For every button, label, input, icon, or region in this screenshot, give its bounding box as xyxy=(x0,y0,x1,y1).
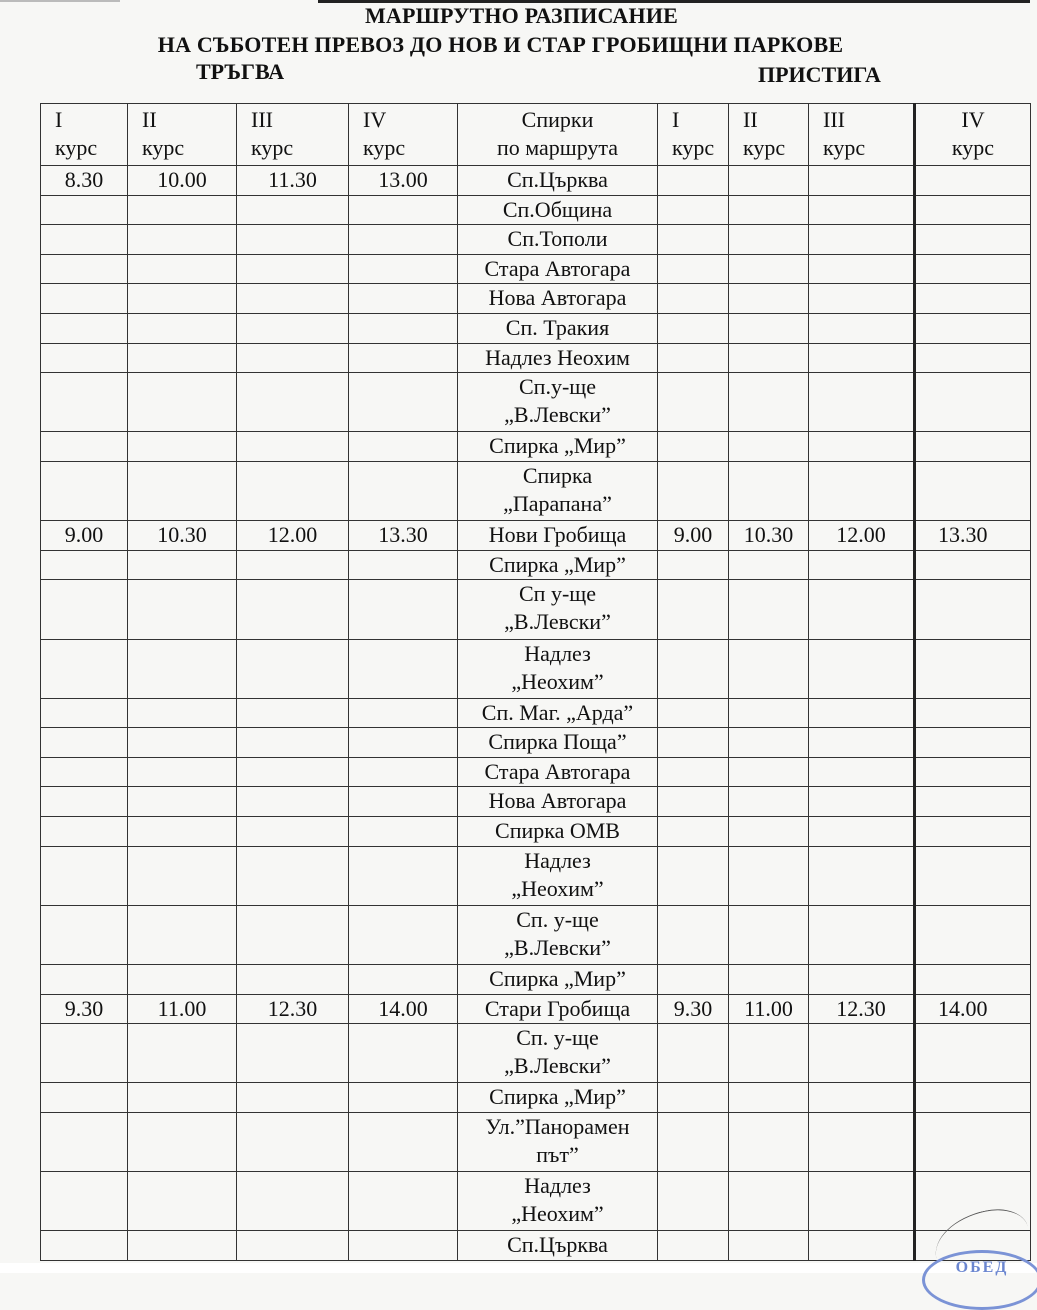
departure-time-cell xyxy=(237,580,349,639)
departure-time-cell xyxy=(237,905,349,964)
arrival-time-cell xyxy=(729,580,809,639)
stop-name-cell: Спирка „Парапана” xyxy=(458,461,658,520)
departure-time-cell: 11.30 xyxy=(237,166,349,196)
departure-time-cell xyxy=(349,757,458,787)
departure-time-cell: 9.30 xyxy=(41,994,128,1024)
arrival-time-cell xyxy=(915,757,1031,787)
departure-time-cell xyxy=(41,313,128,343)
departure-time-cell xyxy=(41,1024,128,1083)
departure-time-cell xyxy=(128,225,237,255)
schedule-table xyxy=(40,103,1031,1261)
departure-time-cell: 10.30 xyxy=(128,521,237,551)
arrival-time-cell xyxy=(729,965,809,995)
stop-name-cell: Стари Гробища xyxy=(458,994,658,1024)
departure-time-cell xyxy=(349,787,458,817)
departure-time-cell xyxy=(237,1172,349,1231)
departure-time-cell xyxy=(41,195,128,225)
table-row xyxy=(41,639,1031,698)
arrival-time-cell xyxy=(809,254,915,284)
arrival-time-cell xyxy=(729,817,809,847)
stop-name-cell: Сп. у-ще „В.Левски” xyxy=(458,1024,658,1083)
table-row xyxy=(41,965,1031,995)
departure-time-cell xyxy=(237,254,349,284)
departure-time-cell xyxy=(41,373,128,432)
table-row xyxy=(41,757,1031,787)
departure-time-cell xyxy=(128,1113,237,1172)
arrival-time-cell xyxy=(809,639,915,698)
arrival-time-cell xyxy=(658,166,729,196)
arrival-time-cell xyxy=(729,254,809,284)
departure-time-cell xyxy=(237,1113,349,1172)
departure-time-cell xyxy=(41,1083,128,1113)
arrival-time-cell xyxy=(658,373,729,432)
departure-time-cell xyxy=(41,1172,128,1231)
departure-time-cell xyxy=(41,787,128,817)
arrival-time-cell xyxy=(729,787,809,817)
table-row xyxy=(41,343,1031,373)
table-row xyxy=(41,905,1031,964)
departure-time-cell xyxy=(128,1172,237,1231)
arrival-time-cell xyxy=(809,757,915,787)
table-row xyxy=(41,728,1031,758)
departure-time-cell xyxy=(349,461,458,520)
departure-time-cell xyxy=(237,461,349,520)
stop-name-cell: Спирка „Мир” xyxy=(458,432,658,462)
stop-name-cell: Нова Автогара xyxy=(458,284,658,314)
arrival-time-cell xyxy=(915,817,1031,847)
arrival-time-cell xyxy=(729,639,809,698)
departure-time-cell xyxy=(349,313,458,343)
departure-time-cell xyxy=(349,639,458,698)
arrival-time-cell xyxy=(658,728,729,758)
arrival-time-cell xyxy=(658,225,729,255)
stop-name-cell: Надлез „Неохим” xyxy=(458,1172,658,1231)
arrival-time-cell xyxy=(658,284,729,314)
arrival-time-cell xyxy=(809,1172,915,1231)
table-row xyxy=(41,1024,1031,1083)
arrival-time-cell: 14.00 xyxy=(915,994,1031,1024)
departure-time-cell xyxy=(128,905,237,964)
arrival-time-cell xyxy=(658,432,729,462)
arrival-time-cell: 10.30 xyxy=(729,521,809,551)
table-row xyxy=(41,521,1031,551)
arrival-time-cell xyxy=(658,757,729,787)
stop-name-cell: Спирка Поща” xyxy=(458,728,658,758)
arrival-time-cell xyxy=(915,461,1031,520)
departure-time-cell: 13.00 xyxy=(349,166,458,196)
table-row xyxy=(41,195,1031,225)
departure-time-cell: 8.30 xyxy=(41,166,128,196)
arrival-time-cell xyxy=(915,580,1031,639)
arrival-time-cell xyxy=(658,343,729,373)
stop-name-cell: Сп. Тракия xyxy=(458,313,658,343)
departure-time-cell xyxy=(349,550,458,580)
departure-time-cell xyxy=(41,639,128,698)
departure-time-cell: 9.00 xyxy=(41,521,128,551)
departure-time-cell xyxy=(349,373,458,432)
arrival-time-cell xyxy=(729,698,809,728)
arrival-time-cell xyxy=(915,905,1031,964)
departure-time-cell xyxy=(128,284,237,314)
departure-time-cell xyxy=(237,373,349,432)
stop-name-cell: Надлез „Неохим” xyxy=(458,639,658,698)
departure-time-cell xyxy=(128,757,237,787)
arrival-time-cell xyxy=(658,461,729,520)
departure-time-cell xyxy=(128,373,237,432)
departure-time-cell xyxy=(349,905,458,964)
stop-name-cell: Сп. у-ще „В.Левски” xyxy=(458,905,658,964)
arrival-time-cell: 9.30 xyxy=(658,994,729,1024)
stop-name-cell: Сп.Община xyxy=(458,195,658,225)
table-row xyxy=(41,994,1031,1024)
departure-time-cell xyxy=(237,846,349,905)
arrival-time-cell xyxy=(915,254,1031,284)
arrival-time-cell xyxy=(729,432,809,462)
table-row xyxy=(41,787,1031,817)
table-row xyxy=(41,580,1031,639)
arrival-time-cell xyxy=(729,1024,809,1083)
departure-time-cell xyxy=(128,550,237,580)
departure-time-cell xyxy=(41,846,128,905)
arrival-time-cell xyxy=(809,373,915,432)
departure-time-cell xyxy=(349,432,458,462)
arrival-time-cell xyxy=(658,195,729,225)
departure-time-cell xyxy=(128,846,237,905)
stop-name-cell: Стара Автогара xyxy=(458,254,658,284)
arrival-time-cell xyxy=(658,639,729,698)
departure-time-cell xyxy=(41,698,128,728)
departure-time-cell xyxy=(128,432,237,462)
departure-time-cell xyxy=(128,1024,237,1083)
departure-time-cell xyxy=(41,254,128,284)
table-row xyxy=(41,1083,1031,1113)
table-row xyxy=(41,550,1031,580)
sheet-bottom-edge xyxy=(0,1263,1037,1273)
departure-time-cell xyxy=(128,639,237,698)
col-header-arr-2: II курс xyxy=(729,104,809,166)
arrival-time-cell: 11.00 xyxy=(729,994,809,1024)
arrival-time-cell xyxy=(658,965,729,995)
departure-time-cell xyxy=(237,1231,349,1261)
departure-time-cell xyxy=(128,787,237,817)
arrival-time-cell xyxy=(729,728,809,758)
col-header-arr-1: I курс xyxy=(658,104,729,166)
col-header-dep-1: I курс xyxy=(41,104,128,166)
arrival-time-cell xyxy=(809,461,915,520)
arrival-time-cell xyxy=(729,757,809,787)
departure-time-cell xyxy=(349,1172,458,1231)
departure-time-cell xyxy=(349,254,458,284)
arrival-time-cell xyxy=(809,1231,915,1261)
departure-time-cell xyxy=(41,225,128,255)
departure-time-cell xyxy=(41,580,128,639)
arrival-time-cell xyxy=(658,254,729,284)
departure-time-cell xyxy=(41,432,128,462)
arrival-time-cell xyxy=(915,225,1031,255)
arrival-time-cell xyxy=(915,639,1031,698)
arrival-time-cell xyxy=(729,1083,809,1113)
arrival-time-cell xyxy=(729,1172,809,1231)
departure-time-cell: 10.00 xyxy=(128,166,237,196)
arrival-time-cell xyxy=(809,965,915,995)
header-row xyxy=(41,104,1031,166)
table-row xyxy=(41,284,1031,314)
col-header-dep-4: IV курс xyxy=(349,104,458,166)
arrival-time-cell xyxy=(658,1024,729,1083)
stop-name-cell: Спирка „Мир” xyxy=(458,965,658,995)
departure-time-cell xyxy=(349,1024,458,1083)
table-row xyxy=(41,166,1031,196)
arrival-time-cell xyxy=(658,580,729,639)
departure-time-cell xyxy=(349,1083,458,1113)
arrival-time-cell xyxy=(658,313,729,343)
arrival-time-cell xyxy=(729,905,809,964)
table-row xyxy=(41,817,1031,847)
departs-label: ТРЪГВА xyxy=(196,59,285,84)
arrival-time-cell xyxy=(915,1024,1031,1083)
table-row xyxy=(41,1113,1031,1172)
stop-name-cell: Надлез „Неохим” xyxy=(458,846,658,905)
departure-time-cell xyxy=(349,195,458,225)
document-subtitle: НА СЪБОТЕН ПРЕВОЗ ДО НОВ И СТАР ГРОБИЩНИ ПАРКОВЕ xyxy=(157,32,844,57)
departure-time-cell: 12.30 xyxy=(237,994,349,1024)
departure-time-cell xyxy=(349,817,458,847)
stop-name-cell: Ул.”Панорамен път” xyxy=(458,1113,658,1172)
departure-time-cell xyxy=(128,580,237,639)
departure-time-cell xyxy=(41,965,128,995)
table-row xyxy=(41,1172,1031,1231)
departure-time-cell xyxy=(237,1083,349,1113)
arrival-time-cell xyxy=(915,195,1031,225)
arrival-time-cell xyxy=(809,313,915,343)
arrival-time-cell xyxy=(809,225,915,255)
arrival-time-cell xyxy=(915,787,1031,817)
departure-time-cell xyxy=(237,225,349,255)
stop-name-cell: Сп.Църква xyxy=(458,166,658,196)
arrival-time-cell xyxy=(809,432,915,462)
arrival-time-cell xyxy=(658,1113,729,1172)
table-row xyxy=(41,846,1031,905)
arrival-time-cell: 12.30 xyxy=(809,994,915,1024)
arrival-time-cell xyxy=(915,166,1031,196)
departure-time-cell xyxy=(237,1024,349,1083)
arrival-time-cell xyxy=(915,284,1031,314)
departure-time-cell xyxy=(237,195,349,225)
arrival-time-cell xyxy=(809,580,915,639)
arrival-time-cell xyxy=(915,698,1031,728)
arrival-time-cell xyxy=(915,965,1031,995)
document-title: МАРШРУТНО РАЗПИСАНИЕ xyxy=(364,3,679,28)
departure-time-cell xyxy=(349,728,458,758)
departure-time-cell xyxy=(128,254,237,284)
arrival-time-cell xyxy=(658,698,729,728)
arrival-time-cell xyxy=(809,1113,915,1172)
arrival-time-cell xyxy=(809,166,915,196)
departure-time-cell xyxy=(349,846,458,905)
arrival-time-cell xyxy=(729,1231,809,1261)
departure-time-cell xyxy=(41,757,128,787)
arrival-time-cell xyxy=(729,284,809,314)
departure-time-cell xyxy=(237,432,349,462)
page-edge-line xyxy=(0,0,120,2)
arrival-time-cell xyxy=(658,550,729,580)
arrival-time-cell xyxy=(729,225,809,255)
arrival-time-cell xyxy=(915,313,1031,343)
col-header-arr-4: IV курс xyxy=(915,104,1031,166)
stop-name-cell: Спирка ОМВ xyxy=(458,817,658,847)
arrival-time-cell xyxy=(729,1113,809,1172)
departure-time-cell xyxy=(41,728,128,758)
stop-name-cell: Сп.у-ще „В.Левски” xyxy=(458,373,658,432)
table-row xyxy=(41,1231,1031,1261)
col-header-dep-3: III курс xyxy=(237,104,349,166)
arrival-time-cell xyxy=(729,461,809,520)
departure-time-cell xyxy=(349,698,458,728)
arrival-time-cell xyxy=(915,432,1031,462)
stop-name-cell: Надлез Неохим xyxy=(458,343,658,373)
arrival-time-cell xyxy=(915,373,1031,432)
departure-time-cell xyxy=(128,728,237,758)
stop-name-cell: Сп.Тополи xyxy=(458,225,658,255)
arrival-time-cell xyxy=(658,1172,729,1231)
col-header-dep-2: II курс xyxy=(128,104,237,166)
arrival-time-cell xyxy=(658,1083,729,1113)
arrival-time-cell xyxy=(915,846,1031,905)
departure-time-cell xyxy=(128,313,237,343)
departure-time-cell xyxy=(349,225,458,255)
departure-time-cell xyxy=(349,284,458,314)
departure-time-cell xyxy=(41,343,128,373)
arrival-time-cell xyxy=(729,313,809,343)
arrival-time-cell xyxy=(658,787,729,817)
stop-name-cell: Спирка „Мир” xyxy=(458,550,658,580)
arrival-time-cell xyxy=(809,195,915,225)
table-row xyxy=(41,373,1031,432)
departure-time-cell xyxy=(41,1113,128,1172)
arrival-time-cell xyxy=(915,728,1031,758)
departure-time-cell xyxy=(237,757,349,787)
arrives-label: ПРИСТИГА xyxy=(758,62,881,87)
departure-time-cell xyxy=(237,550,349,580)
departure-time-cell xyxy=(349,1231,458,1261)
arrival-time-cell xyxy=(658,1231,729,1261)
departure-time-cell xyxy=(237,639,349,698)
arrival-time-cell xyxy=(809,905,915,964)
arrival-time-cell xyxy=(809,846,915,905)
arrival-time-cell: 12.00 xyxy=(809,521,915,551)
departure-time-cell xyxy=(237,313,349,343)
departure-time-cell xyxy=(128,1231,237,1261)
table-row xyxy=(41,254,1031,284)
departure-time-cell xyxy=(128,1083,237,1113)
arrival-time-cell xyxy=(658,846,729,905)
departure-time-cell xyxy=(237,343,349,373)
col-header-arr-3: III курс xyxy=(809,104,915,166)
departure-time-cell xyxy=(237,817,349,847)
departure-time-cell: 14.00 xyxy=(349,994,458,1024)
departure-time-cell xyxy=(237,787,349,817)
arrival-time-cell xyxy=(658,905,729,964)
departure-time-cell: 12.00 xyxy=(237,521,349,551)
stop-name-cell: Нова Автогара xyxy=(458,787,658,817)
departure-time-cell xyxy=(41,1231,128,1261)
departure-time-cell: 11.00 xyxy=(128,994,237,1024)
departure-time-cell xyxy=(237,965,349,995)
departure-time-cell xyxy=(237,698,349,728)
departure-time-cell xyxy=(41,817,128,847)
arrival-time-cell xyxy=(729,195,809,225)
arrival-time-cell xyxy=(915,550,1031,580)
arrival-time-cell xyxy=(915,1083,1031,1113)
arrival-time-cell xyxy=(729,846,809,905)
departure-time-cell xyxy=(128,461,237,520)
arrival-time-cell: 9.00 xyxy=(658,521,729,551)
stop-name-cell: Стара Автогара xyxy=(458,757,658,787)
departure-time-cell xyxy=(128,343,237,373)
departure-time-cell xyxy=(128,698,237,728)
stop-name-cell: Нови Гробища xyxy=(458,521,658,551)
departure-time-cell xyxy=(128,965,237,995)
arrival-time-cell xyxy=(809,728,915,758)
arrival-time-cell xyxy=(809,817,915,847)
table-row xyxy=(41,461,1031,520)
arrival-time-cell xyxy=(809,284,915,314)
arrival-time-cell xyxy=(915,1113,1031,1172)
stop-name-cell: Сп у-ще „В.Левски” xyxy=(458,580,658,639)
arrival-time-cell xyxy=(809,787,915,817)
departure-time-cell xyxy=(128,817,237,847)
departure-time-cell xyxy=(41,550,128,580)
arrival-time-cell: 13.30 xyxy=(915,521,1031,551)
arrival-time-cell xyxy=(729,550,809,580)
table-row xyxy=(41,225,1031,255)
departure-time-cell xyxy=(349,965,458,995)
departure-time-cell xyxy=(349,580,458,639)
table-row xyxy=(41,432,1031,462)
col-header-stops: Спирки по маршрута xyxy=(458,104,658,166)
arrival-time-cell xyxy=(809,343,915,373)
departure-time-cell xyxy=(41,284,128,314)
arrival-time-cell xyxy=(729,166,809,196)
arrival-time-cell xyxy=(809,698,915,728)
departure-time-cell xyxy=(349,343,458,373)
departure-time-cell xyxy=(237,728,349,758)
arrival-time-cell xyxy=(658,817,729,847)
departure-time-cell: 13.30 xyxy=(349,521,458,551)
arrival-time-cell xyxy=(915,343,1031,373)
departure-time-cell xyxy=(349,1113,458,1172)
stop-name-cell: Сп. Маг. „Арда” xyxy=(458,698,658,728)
arrival-time-cell xyxy=(809,1024,915,1083)
departure-time-cell xyxy=(41,461,128,520)
departure-time-cell xyxy=(41,905,128,964)
departure-time-cell xyxy=(237,284,349,314)
official-stamp: ОБЕД xyxy=(922,1250,1037,1310)
table-row xyxy=(41,313,1031,343)
arrival-time-cell xyxy=(729,373,809,432)
stop-name-cell: Сп.Църква xyxy=(458,1231,658,1261)
stop-name-cell: Спирка „Мир” xyxy=(458,1083,658,1113)
arrival-time-cell xyxy=(729,343,809,373)
arrival-time-cell xyxy=(809,1083,915,1113)
table-row xyxy=(41,698,1031,728)
arrival-time-cell xyxy=(809,550,915,580)
departure-time-cell xyxy=(128,195,237,225)
